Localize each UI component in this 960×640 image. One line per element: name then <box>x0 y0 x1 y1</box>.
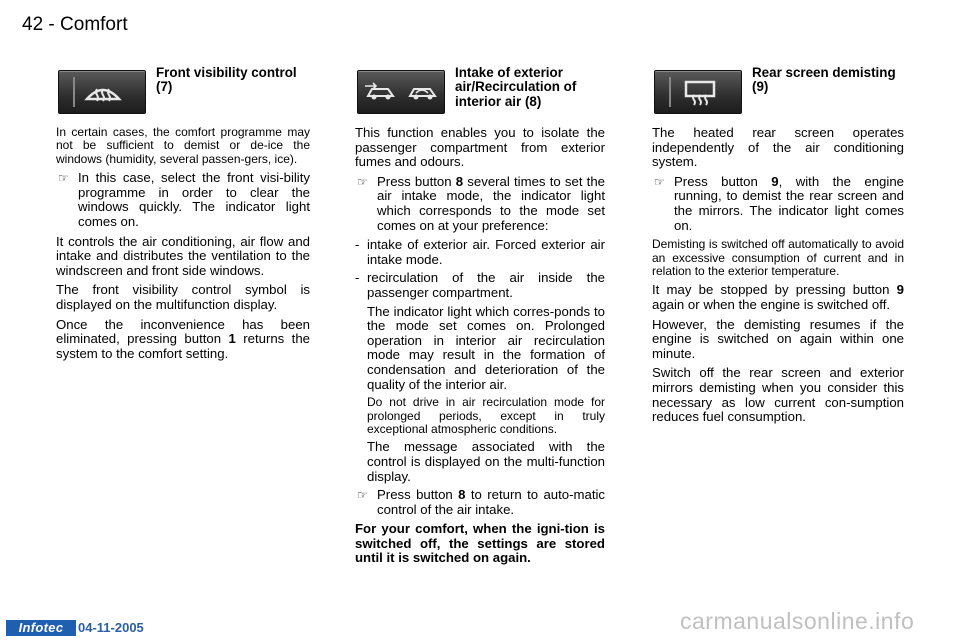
rear-demist-intro: The heated rear screen operates independently of the air conditioning system. <box>652 125 904 170</box>
rear-demist-bullet: ☞ Press button 9, with the engine running, to demist the rear screen and the mirrors. The indicator light comes on. <box>654 173 904 233</box>
pointing-hand-icon: ☞ <box>654 174 665 189</box>
air-intake-option-exterior: - intake of exterior air. Forced exterior air intake mode. <box>355 237 605 267</box>
rear-demist-paragraph-2: It may be stopped by pressing button 9 again or when the engine is switched off. <box>652 282 904 312</box>
air-intake-bullet-1: ☞ Press button 8 several times to set the air intake mode, the indicator light which corresponds to the mode set comes on at your preference: <box>357 173 606 233</box>
pointing-hand-icon: ☞ <box>58 171 69 186</box>
rear-demist-paragraph-4: Switch off the rear screen and exterior mirrors demisting when you consider this necessary as low current con-sumption reduces fuel consumption. <box>652 365 904 425</box>
air-intake-button-image <box>357 70 445 114</box>
page-number: 42 <box>22 14 44 35</box>
front-visibility-title: Front visibility control (7) <box>156 65 297 95</box>
air-intake-bullet-2: ☞ Press button 8 to return to auto-matic control of the air intake. <box>357 487 606 517</box>
button-number: 1 <box>228 331 236 347</box>
air-intake-column <box>355 66 605 571</box>
page-header <box>22 14 128 36</box>
air-intake-title: Intake of exterior air/Recirculation of interior air (8) <box>455 65 577 109</box>
page-separator: - <box>48 14 55 35</box>
front-visibility-paragraph-2: The front visibility control symbol is displayed on the multifunction display. <box>56 282 310 312</box>
infotec-logo: Infotec <box>6 620 76 636</box>
button-number: 8 <box>455 173 464 189</box>
front-visibility-bullet <box>56 171 310 229</box>
watermark: carmanualsonline.info <box>680 608 915 634</box>
rear-demist-button-image <box>654 70 742 114</box>
bullet-text: In this case, select the front visi-bility programme in order to clear the windows quickly. The indicator light comes on. <box>78 170 310 229</box>
button-number: 9 <box>771 173 779 189</box>
air-intake-intro: This function enables you to isolate the passenger compartment from exterior fumes and odours. <box>355 125 605 170</box>
footer-date: 04-11-2005 <box>78 620 144 635</box>
pointing-hand-icon: ☞ <box>357 174 368 189</box>
pointing-hand-icon: ☞ <box>357 488 368 503</box>
front-demist-icon <box>83 79 123 107</box>
rear-demist-paragraph-1: Demisting is switched off automatically to avoid an excessive consumption of current and in relation to the exterior temperature. <box>652 237 904 278</box>
air-intake-indicator-text: The indicator light which corres-ponds to the mode set comes on. Prolonged operation in interior air recirculation mode may result in the formation of condensation and deterioration of the quality of the interior air. <box>367 303 605 392</box>
air-intake-option-recirculation: - recirculation of the air inside the passenger compartment. <box>355 270 605 300</box>
front-visibility-column <box>56 66 310 366</box>
section-title: Comfort <box>60 14 128 35</box>
rear-demist-paragraph-3: However, the demisting resumes if the engine is switched on again within one minute. <box>652 316 904 361</box>
air-intake-warning: Do not drive in air recirculation mode for prolonged periods, except in truly exceptional atmospheric conditions. <box>367 395 605 436</box>
rear-demist-icon <box>683 79 719 107</box>
front-visibility-paragraph-1: It controls the air conditioning, air flow and intake and distributes the ventilation to the windscreen and front side windows. <box>56 233 310 278</box>
button-number: 8 <box>458 487 466 503</box>
front-visibility-intro: In certain cases, the comfort programme may not be sufficient to demist or de-ice the windows (humidity, several passen-gers, ice). <box>56 125 310 166</box>
air-intake-note: For your comfort, when the igni-tion is switched off, the settings are stored until it is switched on again. <box>355 521 605 566</box>
front-visibility-paragraph-3: Once the inconvenience has been eliminated, pressing button 1 returns the system to the comfort setting. <box>56 316 310 361</box>
front-visibility-button-image <box>58 70 146 114</box>
recirculation-icon <box>406 82 440 104</box>
rear-demist-column <box>652 66 904 430</box>
rear-demist-title: Rear screen demisting (9) <box>752 65 896 95</box>
air-intake-message-text: The message associated with the control is displayed on the multi-function display. <box>367 439 605 484</box>
exterior-air-icon <box>364 82 398 104</box>
button-number: 9 <box>896 282 904 298</box>
